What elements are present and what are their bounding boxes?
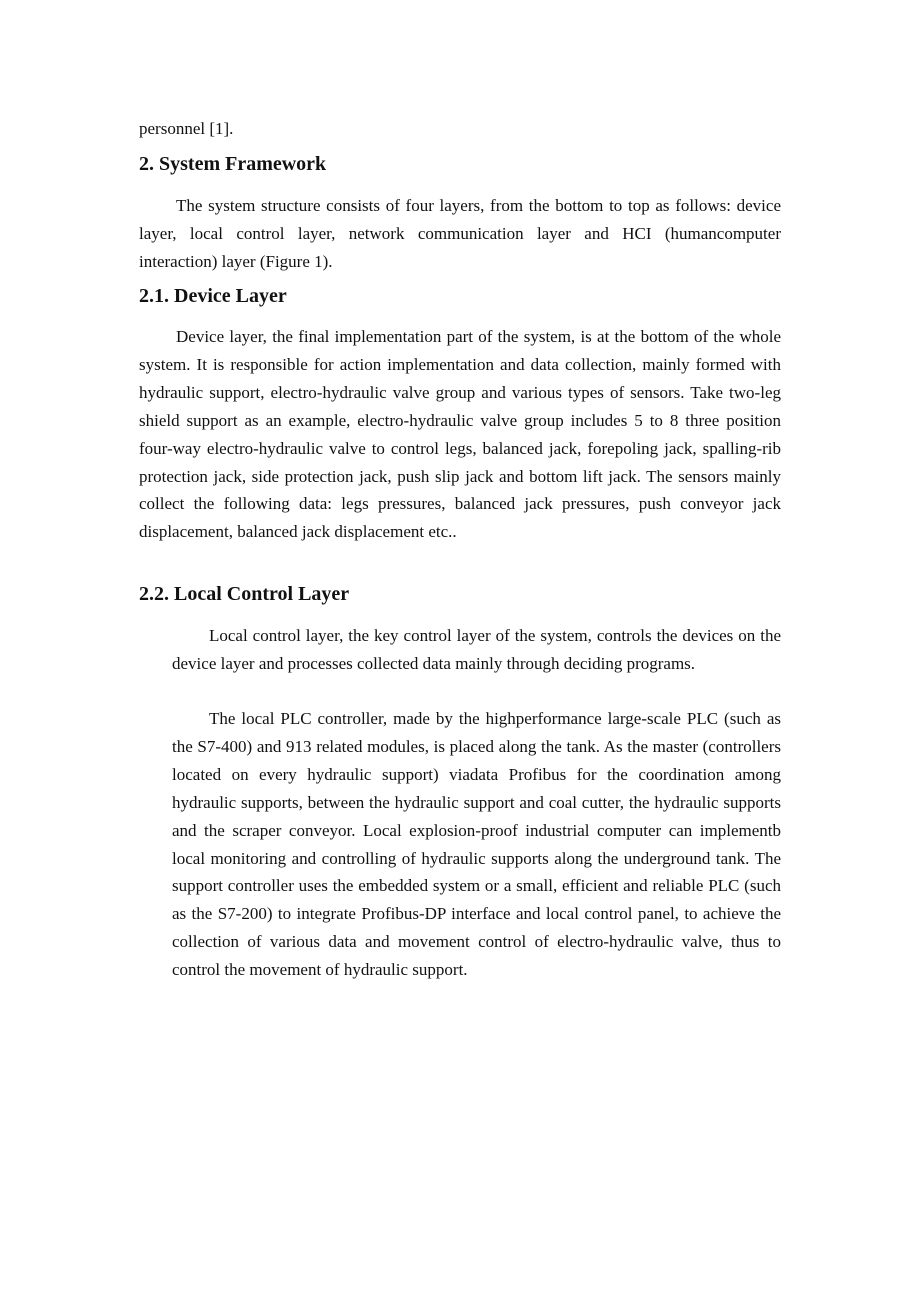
paragraph-system-framework: The system structure consists of four layers, from the bottom to top as follows: device layer, local control layer, network communication layer and HCI (humancomputer interaction) layer (Figure 1). [139,196,781,271]
paragraph-local-control-intro: Local control layer, the key control layer of the system, controls the devices on the device layer and processes collected data mainly through deciding programs. [172,626,781,673]
paragraph-device-layer: Device layer, the final implementation part of the system, is at the bottom of the whole system. It is responsible for action implementation and data collection, mainly formed with hydraulic support, electro-hydraulic valve group and various types of sensors. Take two-leg shield support as an example, electro-hydraulic valve group includes 5 to 8 three position four-way electro-hydraulic valve to control legs, balanced jack, forepoling jack, spalling-rib protection jack, side protection jack, push slip jack and bottom lift jack. The sensors mainly collect the following data: legs pressures, balanced jack pressures, push conveyor jack displacement, balanced jack displacement etc.. [139,327,781,542]
section-heading-system-framework: 2. System Framework [139,153,327,175]
section-heading-device-layer: 2.1. Device Layer [139,285,287,307]
paragraph-local-plc-controller: The local PLC controller, made by the highperformance large-scale PLC (such as the S7-400) and 913 related modules, is placed along the tank. As the master (controllers located on every hydraulic support) viadata Profibus for the coordination among hydraulic supports, between the hydraulic support and coal cutter, the hydraulic supports and the scraper conveyor. Local explosion-proof industrial computer can implementb local monitoring and controlling of hydraulic supports along the underground tank. The support controller uses the embedded system or a small, efficient and reliable PLC (such as the S7-200) to integrate Profibus-DP interface and local control panel, to achieve the collection of various data and movement control of electro-hydraulic valve, thus to control the movement of hydraulic support. [172,709,781,980]
continuation-text: personnel [1]. [139,119,234,138]
section-heading-local-control-layer: 2.2. Local Control Layer [139,583,350,605]
